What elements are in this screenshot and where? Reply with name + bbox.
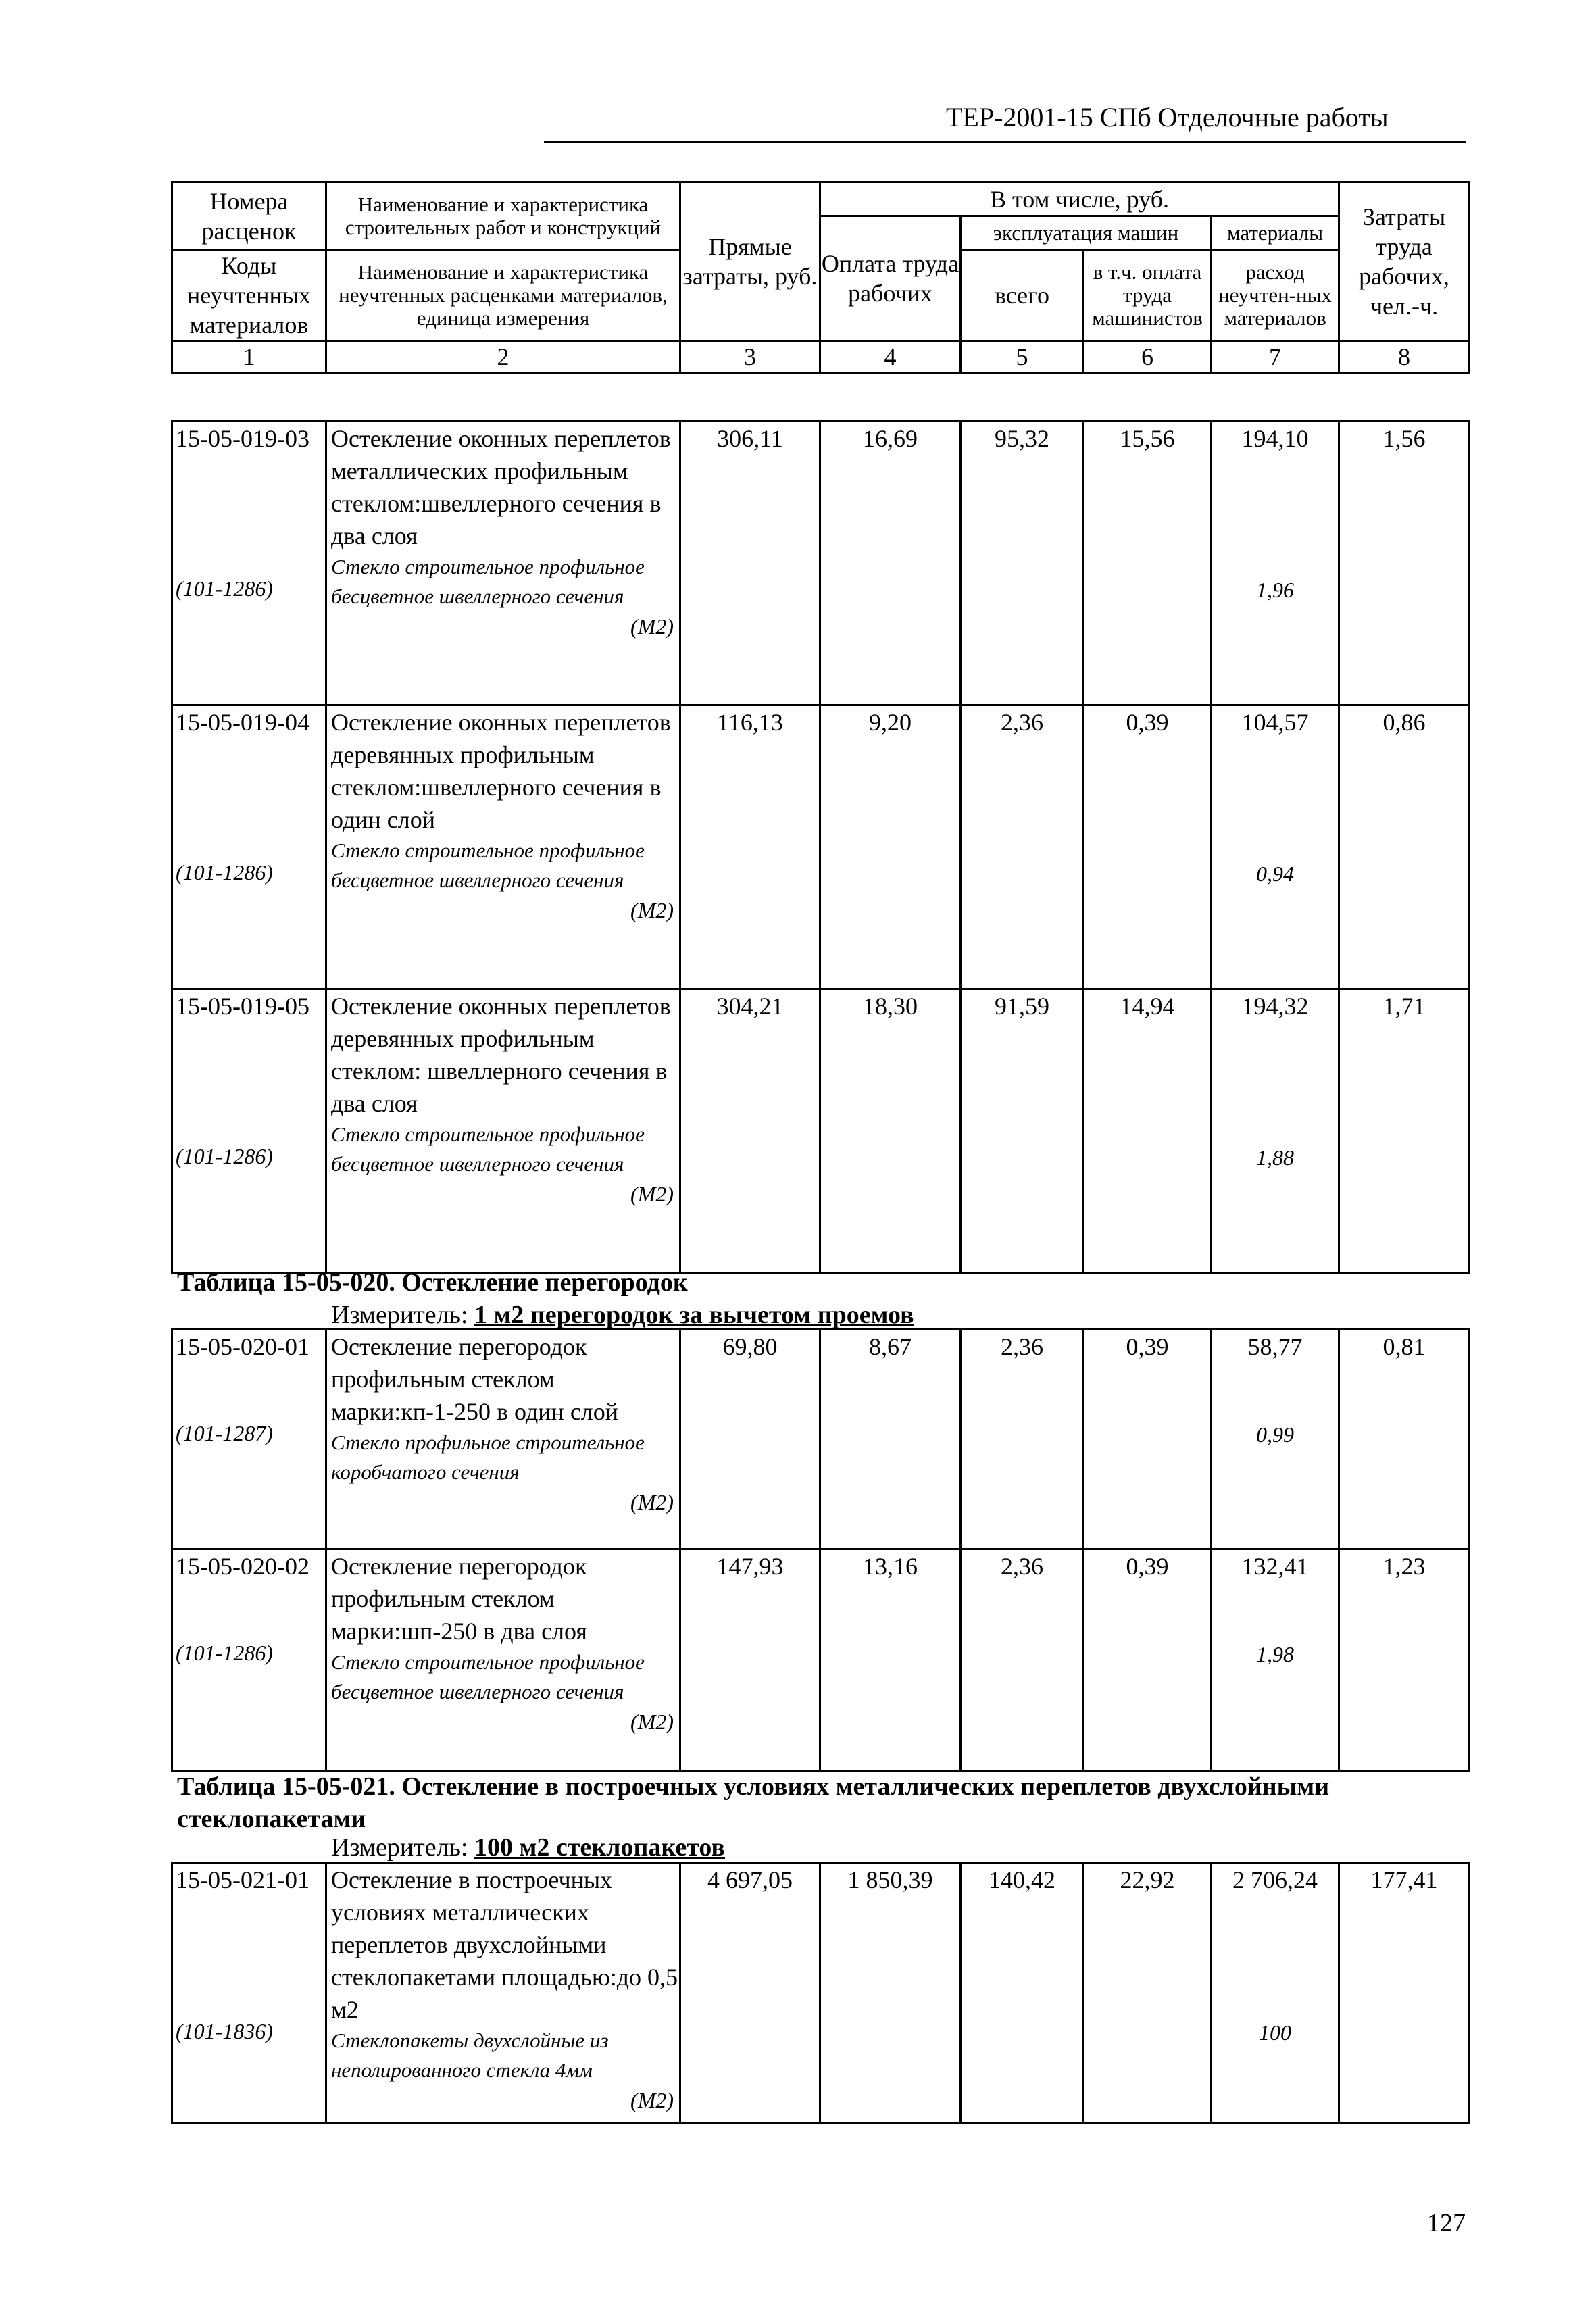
rate-code: 15-05-019-04 [176,709,309,736]
rate-code-cell [172,989,326,1273]
material-qty: 1,88 [1256,1145,1294,1170]
machines-total: 91,59 [961,989,1084,1273]
rate-code: 15-05-019-05 [176,993,309,1020]
labor-cost: 18,30 [820,989,961,1273]
col-head-including: В том числе, руб. [820,182,1339,216]
machines-total: 140,42 [961,1863,1084,2123]
materials-cell [1212,1549,1339,1771]
rate-name-cell [326,1863,680,2123]
column-header-table [171,181,1470,374]
machines-total: 2,36 [961,1549,1084,1771]
unit: (М2) [630,898,674,922]
col-head-direct: Прямые затраты, руб. [680,182,820,341]
unit: (М2) [630,1182,674,1206]
labor-hours: 0,86 [1339,705,1470,989]
labor-cost: 13,16 [820,1549,961,1771]
col-number: 6 [1084,341,1212,373]
table-row [172,1330,1470,1549]
col-head-materials: материалы [1212,216,1339,250]
rate-code: 15-05-020-02 [176,1553,309,1580]
rate-code: 15-05-020-01 [176,1333,309,1360]
material-qty: 0,99 [1256,1422,1294,1447]
machinists-labor: 15,56 [1084,422,1212,705]
col-number: 2 [326,341,680,373]
rates-table [171,1328,1470,1772]
rate-name-cell [326,989,680,1273]
rate-code-cell [172,705,326,989]
rate-name: Остекление в построечных условиях металлических переплетов двухслойными стеклопакетами площадью:до 0,5 м2 [331,1866,678,2023]
machines-total: 2,36 [961,705,1084,989]
materials-cost: 2 706,24 [1232,1866,1318,1893]
col-head-machines-total: всего [961,250,1084,341]
table-row [172,989,1470,1273]
col-head-labor: Оплата труда рабочих [820,216,961,341]
col-head-mat-codes: Коды неучтенных материалов [172,250,326,341]
labor-cost: 9,20 [820,705,961,989]
materials-cell [1212,422,1339,705]
table-row [172,1863,1470,2123]
materials-cell [1212,989,1339,1273]
measure-value: 1 м2 перегородок за вычетом проемов [474,1301,914,1329]
rate-name-cell [326,1549,680,1771]
materials-cost: 194,32 [1241,993,1309,1020]
col-number: 7 [1212,341,1339,373]
unit: (М2) [630,2088,674,2112]
unit: (М2) [630,1710,674,1734]
machinists-labor: 0,39 [1084,1549,1212,1771]
machinists-labor: 14,94 [1084,989,1212,1273]
direct-cost: 69,80 [680,1330,820,1549]
material-code: (101-1836) [176,2019,273,2043]
rate-code: 15-05-021-01 [176,1866,309,1893]
table-measure [331,1300,914,1330]
materials-cost: 194,10 [1241,425,1309,452]
rate-code-cell [172,422,326,705]
rate-code-cell [172,1330,326,1549]
rate-name: Остекление перегородок профильным стеклом марки:шп-250 в два слоя [331,1553,587,1645]
material-name: Стеклопакеты двухслойные из неполированного стекла 4мм [331,2028,609,2082]
machinists-labor: 0,39 [1084,705,1212,989]
material-qty: 1,96 [1256,578,1294,602]
material-name: Стекло строительное профильное бесцветное швеллерного сечения [331,839,645,892]
col-head-codes: Номера расценок [172,182,326,250]
material-name: Стекло строительное профильное бесцветное швеллерного сечения [331,555,645,608]
machinists-labor: 0,39 [1084,1330,1212,1549]
rates-table [171,420,1470,1274]
rate-code-cell [172,1549,326,1771]
rate-name-cell [326,1330,680,1549]
material-code: (101-1286) [176,860,273,885]
labor-cost: 1 850,39 [820,1863,961,2123]
rates-table [171,1862,1470,2124]
materials-cell [1212,705,1339,989]
unit: (М2) [630,614,674,639]
col-number: 8 [1339,341,1470,373]
col-number: 3 [680,341,820,373]
labor-cost: 16,69 [820,422,961,705]
direct-cost: 147,93 [680,1549,820,1771]
material-qty: 1,98 [1256,1642,1294,1666]
direct-cost: 116,13 [680,705,820,989]
col-number: 5 [961,341,1084,373]
direct-cost: 304,21 [680,989,820,1273]
page-number: 127 [1427,2209,1466,2237]
measure-label: Измеритель: [331,1833,468,1862]
rate-name: Остекление оконных переплетов деревянных профильным стеклом: швеллерного сечения в два слоя [331,993,671,1117]
table-row [172,705,1470,989]
document-header: ТЕР-2001-15 СПб Отделочные работы [946,102,1389,132]
labor-cost: 8,67 [820,1330,961,1549]
material-code: (101-1286) [176,1144,273,1168]
labor-hours: 1,71 [1339,989,1470,1273]
material-qty: 0,94 [1256,862,1294,886]
unit: (М2) [630,1490,674,1514]
rate-name: Остекление оконных переплетов деревянных профильным стеклом:швеллерного сечения в один слой [331,709,671,833]
measure-label: Измеритель: [331,1301,468,1329]
header-rule [544,141,1466,143]
labor-hours: 177,41 [1339,1863,1470,2123]
rate-name-cell [326,705,680,989]
labor-hours: 1,23 [1339,1549,1470,1771]
measure-value: 100 м2 стеклопакетов [474,1833,725,1862]
material-code: (101-1286) [176,576,273,601]
col-head-hours: Затраты труда рабочих, чел.-ч. [1339,182,1470,341]
col-head-machines: эксплуатация машин [961,216,1212,250]
materials-cost: 132,41 [1241,1553,1309,1580]
materials-cost: 58,77 [1247,1333,1303,1360]
labor-hours: 0,81 [1339,1330,1470,1549]
rate-name-cell [326,422,680,705]
labor-hours: 1,56 [1339,422,1470,705]
rate-code-cell [172,1863,326,2123]
rate-name: Остекление перегородок профильным стеклом марки:кп-1-250 в один слой [331,1333,619,1425]
material-name: Стекло строительное профильное бесцветное швеллерного сечения [331,1650,645,1703]
table-section [171,1862,1468,2124]
material-code: (101-1286) [176,1641,273,1665]
direct-cost: 306,11 [680,422,820,705]
table-title: Таблица 15-05-021. Остекление в построечных условиях металлических переплетов двухслойными стеклопакетами [177,1772,1330,1833]
table-section [171,420,1468,1274]
col-head-mat-qty: расход неучтен-ных материалов [1212,250,1339,341]
machines-total: 2,36 [961,1330,1084,1549]
col-number: 4 [820,341,961,373]
table-row [172,1549,1470,1771]
machines-total: 95,32 [961,422,1084,705]
material-name: Стекло профильное строительное коробчатого сечения [331,1430,645,1484]
materials-cell [1212,1863,1339,2123]
materials-cost: 104,57 [1241,709,1309,736]
material-name: Стекло строительное профильное бесцветное швеллерного сечения [331,1122,645,1176]
rate-name: Остекление оконных переплетов металлических профильным стеклом:швеллерного сечения в два слоя [331,425,671,549]
material-qty: 100 [1259,2020,1291,2045]
material-code: (101-1287) [176,1421,273,1445]
table-row [172,422,1470,705]
col-head-machinists: в т.ч. оплата труда машинистов [1084,250,1212,341]
direct-cost: 4 697,05 [680,1863,820,2123]
machinists-labor: 22,92 [1084,1863,1212,2123]
table-section [171,1328,1468,1772]
rate-code: 15-05-019-03 [176,425,309,452]
col-number: 1 [172,341,326,373]
table-measure [331,1833,725,1862]
table-title: Таблица 15-05-020. Остекление перегородок [177,1268,688,1297]
col-head-name: Наименование и характеристика строительных работ и конструкций [326,182,680,250]
col-head-mat-name: Наименование и характеристика неучтенных расценками материалов, единица измерения [326,250,680,341]
materials-cell [1212,1330,1339,1549]
